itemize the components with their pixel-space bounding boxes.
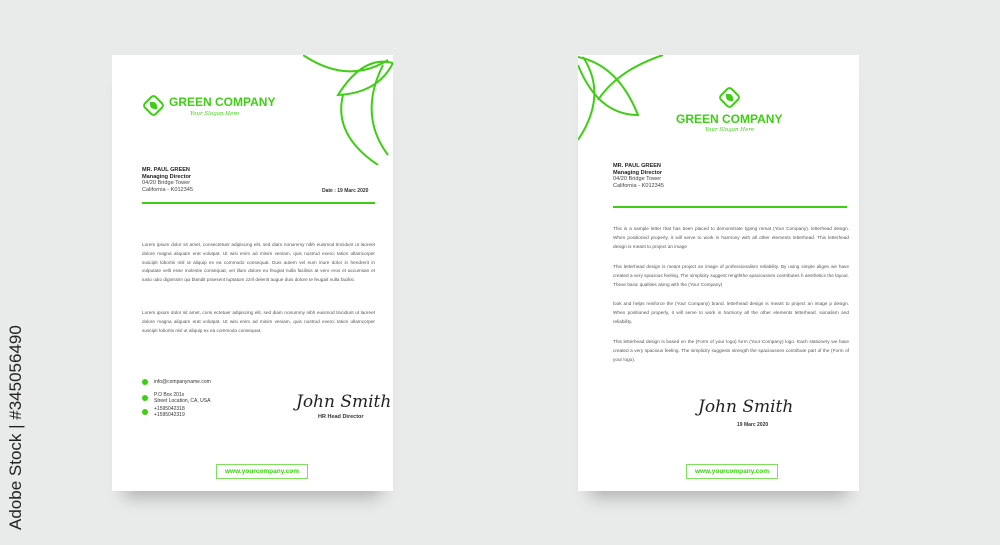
email-icon <box>142 379 148 385</box>
letterhead-page-1 <box>112 55 393 491</box>
contact-phone-2: +1595042319 <box>154 412 185 418</box>
address-line-2: California - K012345 <box>613 182 664 189</box>
recipient-name: MR. PAUL GREEN <box>613 163 661 169</box>
address-line-2: California - K012345 <box>142 186 193 193</box>
signature: John Smith <box>296 392 392 412</box>
contact-email: info@companyname.com <box>154 379 211 385</box>
contact-street: Street Location, CA, USA <box>154 398 211 404</box>
letter-date: 19 Marc 2020 <box>737 422 769 428</box>
body-paragraph: This letterhead design is based on the (Form of your logo) form (Your Company) logo. Each stationery we have created a very spacious feeling. The simplicity suggests strength the spaciousnes contribute part of the (Form of your logo). <box>613 339 849 362</box>
company-name: GREEN COMPANY <box>169 95 276 109</box>
recipient-title: Managing Director <box>142 173 192 180</box>
leaf-corner-decoration <box>578 55 668 145</box>
recipient-address <box>613 163 664 189</box>
body-paragraph: Lorem ipsum dolor sit amet, consectetuer adipiscing elit, sed diam nonummy nibh euismod tincidunt ut laoreet dolore magna aliquam erat volutpat. Ut wisi enim ad minim veniam, quis nostrud exerci tation ullamcorper suscipit lobortis nisl ut aliquip ex ea commodo consequat. Duis autem vel eum iriure dolor in hendrerit in vulputate velit esse molestie consequat, vel illum dolore eu feugiat nulla facilisis at vero eros et accumsan et iusto odio dignissim qui blandit praesent luptatum zzril delenit augue duis dolore te feugait nulla facilisi. <box>142 242 375 283</box>
recipient-address <box>142 167 193 193</box>
letter-date: Date : 19 Marc 2020 <box>322 188 369 194</box>
divider <box>613 206 847 208</box>
location-icon <box>142 395 148 401</box>
contact-phone-1: +1595042318 <box>154 406 185 412</box>
leaf-corner-decoration <box>303 55 393 165</box>
company-slogan: Your Slogan Here <box>190 111 240 117</box>
signer-title: HR Head Director <box>318 414 364 420</box>
company-slogan: Your Slogan Here <box>705 127 755 133</box>
body-paragraph: This is a sample letter that has been placed to demonstrate typing remat (Your Company). letterhead design. When positioned properly, it will serve to work in harmony with all other elements letterhead. This letterhead design is meant to project an image <box>613 226 849 249</box>
address-line-1: 04/20 Bridge Tower <box>142 180 191 186</box>
recipient-name: MR. PAUL GREEN <box>142 167 190 173</box>
signature: John Smith <box>698 397 794 417</box>
body-paragraph: look and helps reinforce the (Your Company) brand. letterhead design is meant to project an image p design. When positioned properly, it will serve to work in harmony all the other elements letterhead. sionalism and reliability. <box>613 301 849 324</box>
body-paragraph: Lorem ipsum dolor sit amet, cons ectetuer adipiscing elit, sed diam nonummy nibh euismod tincidunt ut laoreet dolore magna aliquam erat volutpat. Ut wisi enim ad minim veniam, quis nostrud exerci tation ullamcorper suscipit lobortis nisl ut aliquip ex ea commodo consequat. <box>142 310 375 333</box>
divider <box>142 202 375 204</box>
contact-po-box: P.O Box 201x <box>154 392 185 398</box>
website-link[interactable]: www.yourcompany.com <box>686 464 778 479</box>
phone-icon <box>142 409 148 415</box>
recipient-title: Managing Director <box>613 169 663 176</box>
stock-watermark-id: Adobe Stock | #345056490 <box>6 325 25 530</box>
website-link[interactable]: www.yourcompany.com <box>216 464 308 479</box>
address-line-1: 04/20 Bridge Tower <box>613 176 662 182</box>
body-paragraph: This letterhead design is meant project an image of professionalism reliability. By using simple aligen we have created a very spacious feeling. The simplicity suggest rengththe spaciousnes contributes h aesthetics the layout. These basic qualities along with the (Your Company) <box>613 264 849 287</box>
letterhead-page-2 <box>578 55 859 491</box>
company-name: GREEN COMPANY <box>676 112 783 126</box>
